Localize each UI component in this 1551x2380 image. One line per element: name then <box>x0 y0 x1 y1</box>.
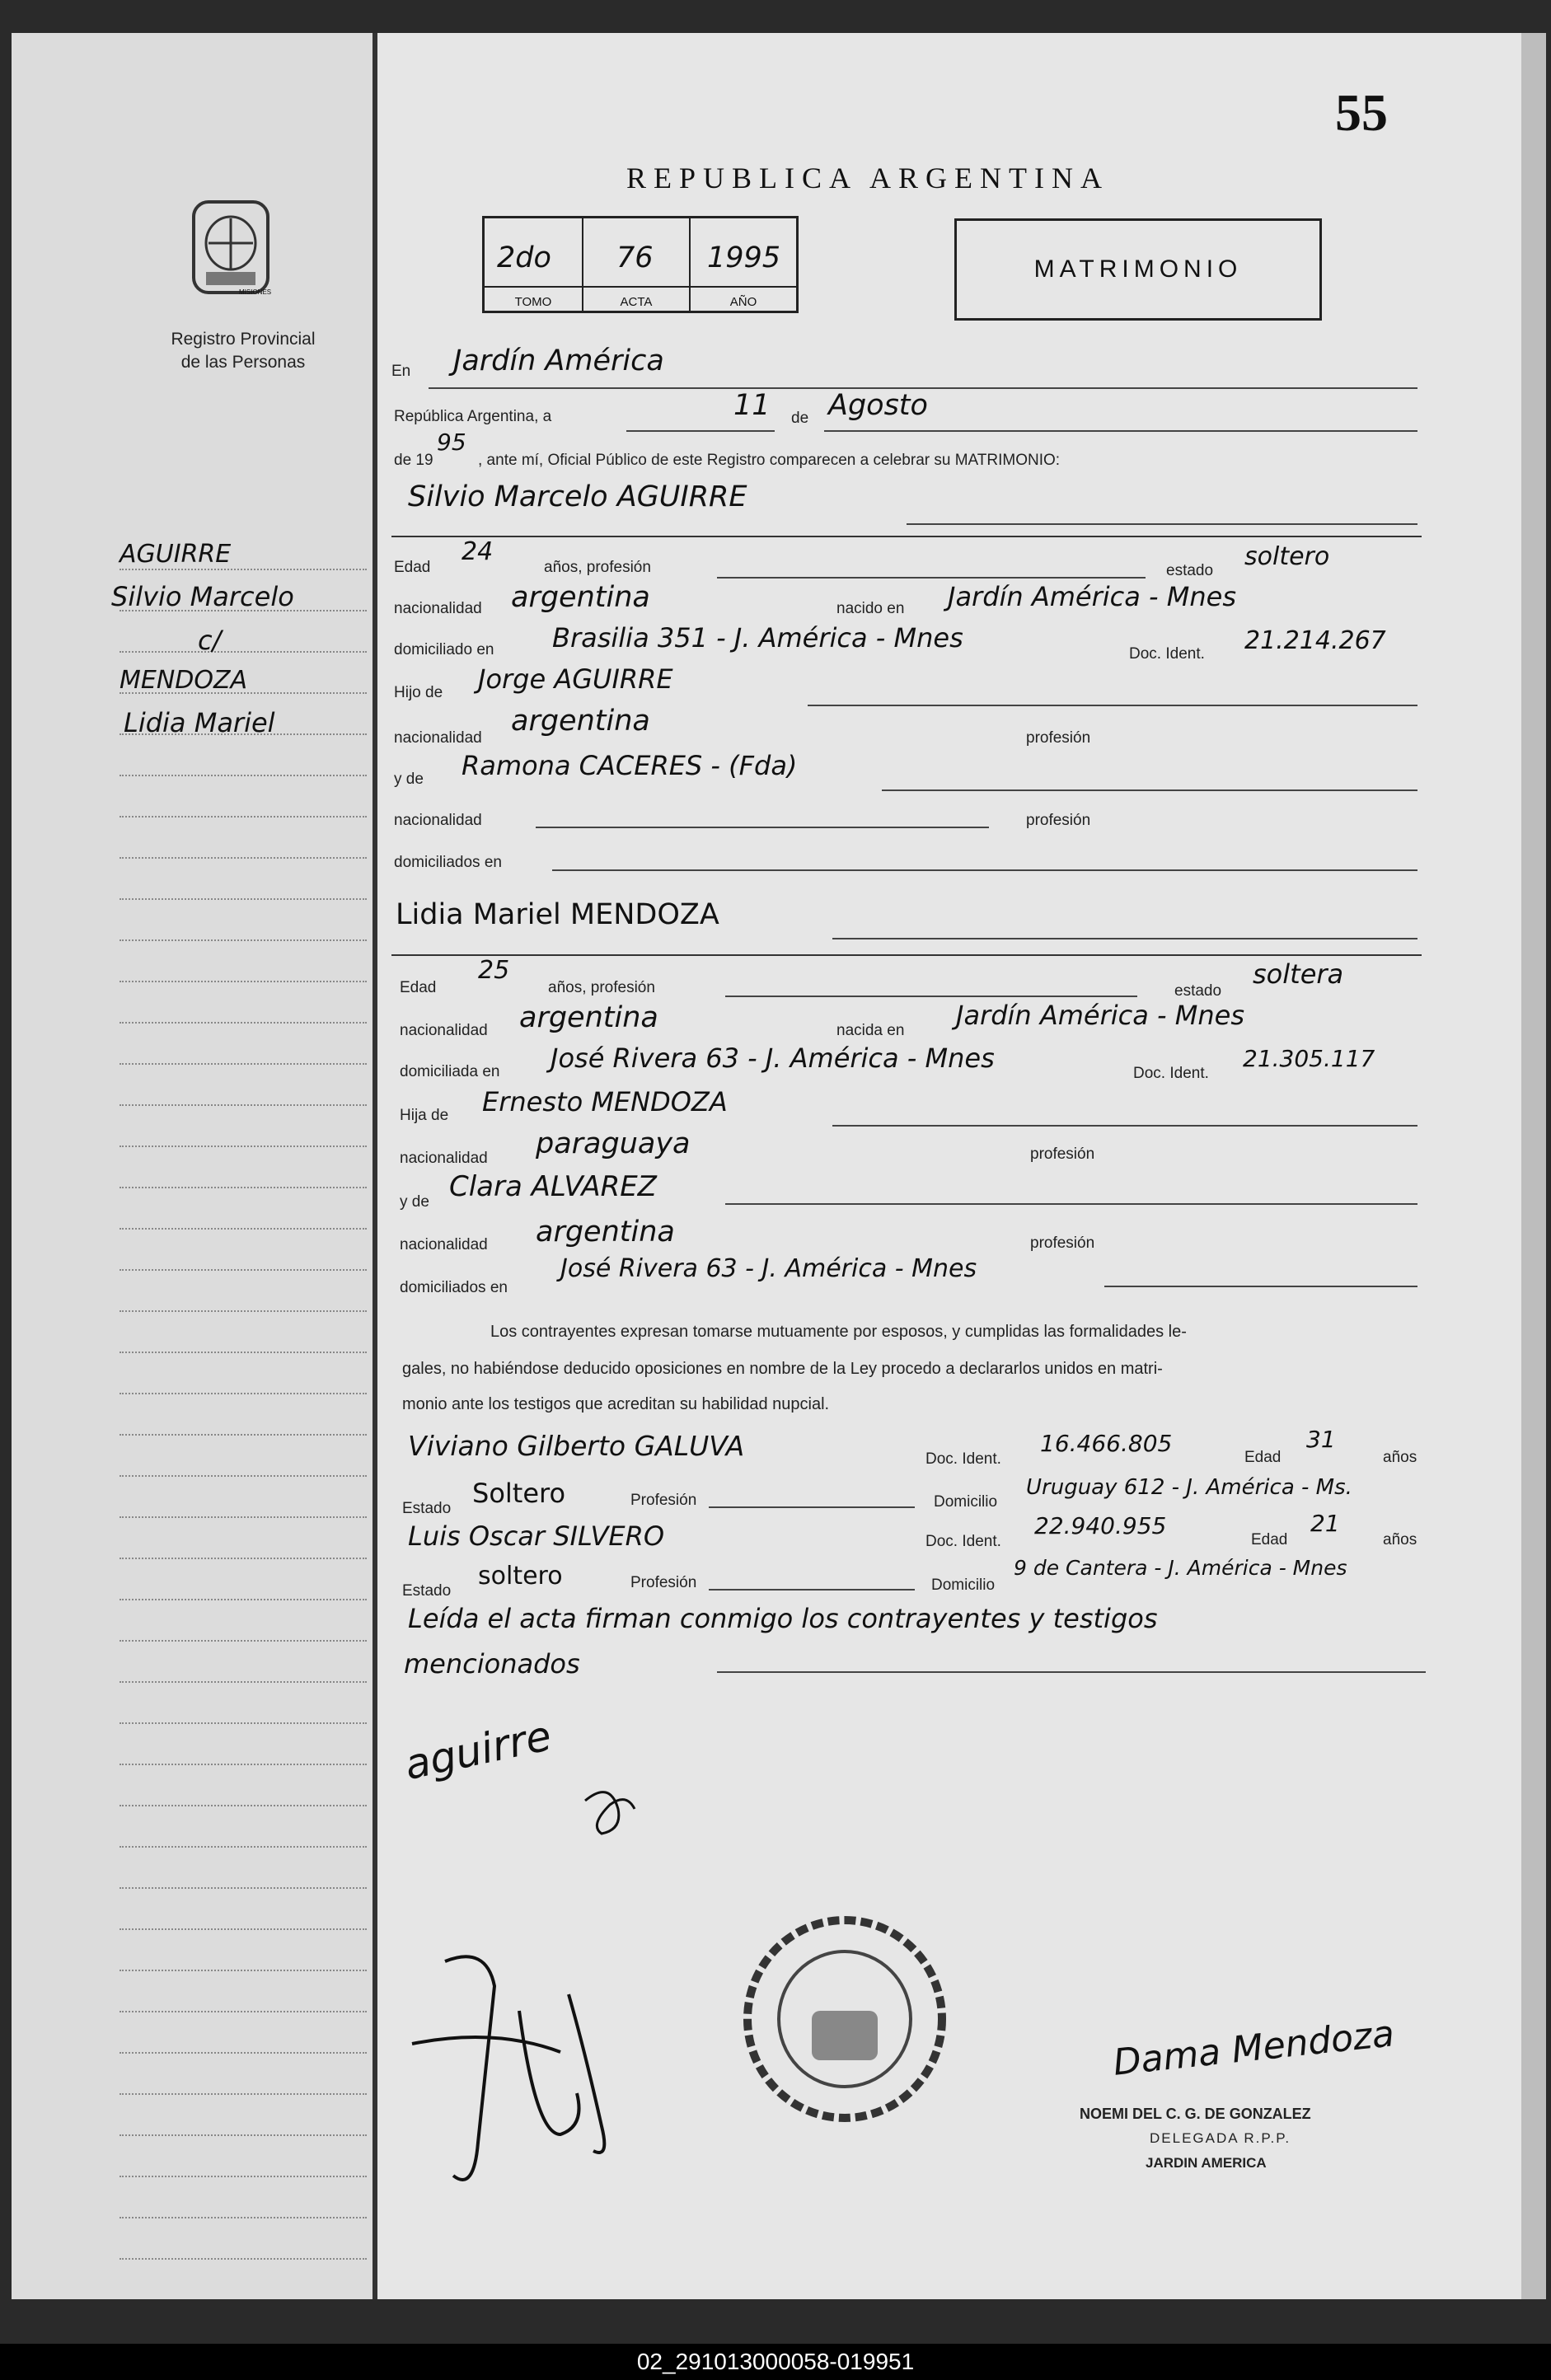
republic-label: República Argentina, a <box>394 408 552 425</box>
officer-signature: Dama Mendoza <box>1111 2012 1397 2084</box>
margin-rule-line <box>119 775 367 776</box>
witness2-prof-label: Profesión <box>630 1574 697 1591</box>
margin-rule-line <box>119 1764 367 1765</box>
margin-rule-line <box>119 2052 367 2054</box>
margin-rule-line <box>119 1887 367 1889</box>
groom-prof-label: años, profesión <box>544 559 651 576</box>
margin-rule-line <box>119 1022 367 1024</box>
margin-rule-line <box>119 2093 367 2095</box>
witness1-estado: Soltero <box>472 1478 566 1509</box>
closing-line1: Leída el acta firman conmigo los contrayentes y testigos <box>408 1603 1158 1634</box>
ano-label: AÑO <box>729 295 757 309</box>
margin-rule-line <box>119 1846 367 1848</box>
witness1-estado-label: Estado <box>402 1500 452 1517</box>
groom-edad-label: Edad <box>394 559 431 576</box>
groom-mother-nac-label: nacionalidad <box>394 812 482 829</box>
bride-domicilio: José Rivera 63 - J. América - Mnes <box>551 1042 995 1074</box>
witness1-domicilio: Uruguay 612 - J. América - Ms. <box>1026 1475 1352 1500</box>
margin-rule-line <box>119 1269 367 1271</box>
margin-rule-line <box>119 1516 367 1518</box>
margin-rule-line <box>119 1558 367 1559</box>
bride-nacida: Jardín América - Mnes <box>956 1000 1244 1031</box>
groom-nacido: Jardín América - Mnes <box>948 581 1236 612</box>
seal-text: MISIONES <box>239 288 272 296</box>
groom-doc-label: Doc. Ident. <box>1129 645 1205 663</box>
margin-rule-line <box>119 2258 367 2260</box>
bride-age: 25 <box>478 956 510 985</box>
groom-signature: aguirre <box>400 1711 555 1790</box>
margin-rule-line <box>119 1104 367 1106</box>
margin-note-name1: Silvio Marcelo <box>111 581 294 612</box>
place-value: Jardín América <box>453 344 664 377</box>
margin-rule-line <box>119 569 367 570</box>
groom-father: Jorge AGUIRRE <box>478 663 673 695</box>
footer-code: 02_291013000058-019951 <box>636 2349 915 2374</box>
margin-note-surname1: AGUIRRE <box>119 540 232 569</box>
margin-rule-line <box>119 1599 367 1600</box>
year-prefix: de 19 <box>394 452 433 469</box>
bride-nac-label: nacionalidad <box>400 1022 488 1039</box>
acta-label: ACTA <box>620 295 653 309</box>
bride-mother-nac: argentina <box>536 1216 675 1249</box>
margin-rule-line <box>119 1928 367 1930</box>
witness2-domicilio: 9 de Cantera - J. América - Mnes <box>1014 1556 1347 1580</box>
witness2-estado: soltero <box>478 1562 563 1591</box>
witness1-doc-label: Doc. Ident. <box>925 1450 1001 1468</box>
margin-rule-line <box>119 1805 367 1806</box>
act-number-box <box>482 216 799 313</box>
declaration-line3: monio ante los testigos que acreditan su habilidad nupcial. <box>402 1395 830 1413</box>
declaration-line2: gales, no habiéndose deducido oposiciones en nombre de la Ley procedo a declararlos unidos en matri- <box>402 1360 1163 1378</box>
witness1-dom-label: Domicilio <box>934 1493 998 1511</box>
de-label: de <box>791 410 809 427</box>
margin-rule-line <box>119 1145 367 1147</box>
margin-rule-line <box>119 857 367 859</box>
bride-father: Ernesto MENDOZA <box>482 1086 728 1117</box>
ano-value: 1995 <box>707 241 781 274</box>
groom-nac-label: nacionalidad <box>394 600 482 617</box>
witness2-name: Luis Oscar SILVERO <box>408 1520 665 1552</box>
bride-father-nac-label: nacionalidad <box>400 1150 488 1167</box>
intro-text: , ante mí, Oficial Público de este Registro comparecen a celebrar su MATRIMONIO: <box>478 452 1061 469</box>
bride-domiciliados-label: domiciliados en <box>400 1279 508 1296</box>
country-title: REPUBLICA ARGENTINA <box>626 162 1110 194</box>
stamp-line1: NOEMI DEL C. G. DE GONZALEZ <box>1080 2106 1311 2122</box>
bride-nacionalidad: argentina <box>519 1001 658 1034</box>
witness1-prof-label: Profesión <box>630 1492 697 1509</box>
month-value: Agosto <box>828 389 928 422</box>
bride-estado: soltera <box>1253 958 1344 990</box>
groom-nacionalidad: argentina <box>511 581 650 614</box>
groom-estado: soltero <box>1244 542 1330 571</box>
page-edge <box>1521 33 1546 2299</box>
margin-rule-line <box>119 2011 367 2012</box>
bride-prof-label: años, profesión <box>548 979 655 996</box>
record-type-box <box>954 218 1322 321</box>
witness2-anos-label: años <box>1383 1531 1417 1548</box>
margin-rule-line <box>119 1393 367 1394</box>
margin-page <box>12 33 374 2299</box>
margin-rule-line <box>119 816 367 818</box>
closing-line2: mencionados <box>404 1648 580 1680</box>
en-label: En <box>391 363 411 380</box>
groom-nacido-label: nacido en <box>836 600 905 617</box>
margin-note-surname2: MENDOZA <box>119 666 248 695</box>
stamp-line3: JARDIN AMERICA <box>1146 2155 1267 2171</box>
margin-rule-line <box>119 981 367 982</box>
bride-doc-label: Doc. Ident. <box>1133 1065 1209 1082</box>
groom-doc: 21.214.267 <box>1244 626 1386 655</box>
witness2-doc: 22.940.955 <box>1034 1512 1167 1539</box>
page-number: 55 <box>1335 83 1388 142</box>
margin-rule-line <box>119 651 367 653</box>
groom-domiciliados-label: domiciliados en <box>394 854 502 871</box>
groom-name: Silvio Marcelo AGUIRRE <box>408 480 747 513</box>
groom-father-nac: argentina <box>511 705 650 738</box>
book-spine <box>373 33 377 2299</box>
margin-rule-line <box>119 1681 367 1683</box>
witness1-age: 31 <box>1306 1426 1336 1453</box>
acta-value: 76 <box>616 241 654 274</box>
margin-rule-line <box>119 1970 367 1971</box>
margin-rule-line <box>119 898 367 900</box>
official-stamp-icon <box>738 1912 952 2126</box>
year-suffix: 95 <box>437 429 466 456</box>
witness2-age: 21 <box>1310 1510 1340 1537</box>
witness1-anos-label: años <box>1383 1449 1417 1466</box>
bride-hija-label: Hija de <box>400 1107 449 1124</box>
stamp-line2: DELEGADA R.P.P. <box>1150 2130 1291 2146</box>
witness1-name: Viviano Gilberto GALUVA <box>408 1430 745 1462</box>
groom-mother-prof-label: profesión <box>1026 812 1091 829</box>
tomo-label: TOMO <box>514 295 552 309</box>
witness1-edad-label: Edad <box>1244 1449 1282 1466</box>
groom-age: 24 <box>462 537 494 566</box>
margin-rule-line <box>119 2134 367 2136</box>
witness2-estado-label: Estado <box>402 1582 452 1600</box>
margin-note-connector: c/ <box>198 625 222 656</box>
groom-mother: Ramona CACERES - (Fda) <box>462 750 798 781</box>
bride-name: Lidia Mariel MENDOZA <box>396 898 719 931</box>
bride-mother-prof-label: profesión <box>1030 1235 1095 1252</box>
bride-domiciliados: José Rivera 63 - J. América - Mnes <box>560 1254 977 1283</box>
groom-domicilio: Brasilia 351 - J. América - Mnes <box>552 622 963 654</box>
registry-line2: de las Personas <box>180 353 306 372</box>
margin-note-name2: Lidia Mariel <box>124 707 275 738</box>
margin-rule-line <box>119 1722 367 1724</box>
bride-yde-label: y de <box>400 1193 429 1211</box>
bride-father-prof-label: profesión <box>1030 1145 1095 1163</box>
margin-rule-line <box>119 1187 367 1188</box>
witness2-edad-label: Edad <box>1251 1531 1288 1548</box>
margin-rule-line <box>119 1310 367 1312</box>
groom-father-nac-label: nacionalidad <box>394 729 482 747</box>
registry-line1: Registro Provincial <box>171 330 316 349</box>
groom-father-prof-label: profesión <box>1026 729 1091 747</box>
record-type: MATRIMONIO <box>1033 255 1243 283</box>
margin-rule-line <box>119 1352 367 1353</box>
margin-rule-line <box>119 1063 367 1065</box>
bride-father-nac: paraguaya <box>536 1127 691 1160</box>
groom-hijo-label: Hijo de <box>394 684 443 701</box>
bride-estado-label: estado <box>1174 982 1222 1000</box>
margin-rule-line <box>119 1475 367 1477</box>
groom-estado-label: estado <box>1166 562 1214 579</box>
signature-mark-icon <box>577 1776 651 1842</box>
margin-rule-line <box>119 1228 367 1230</box>
declaration-line1: Los contrayentes expresan tomarse mutuamente por esposos, y cumplidas las formalidades le- <box>490 1323 1187 1341</box>
margin-rule-line <box>119 2176 367 2177</box>
groom-dom-label: domiciliado en <box>394 641 494 658</box>
margin-rule-line <box>119 1434 367 1436</box>
bride-dom-label: domiciliada en <box>400 1063 500 1080</box>
bride-edad-label: Edad <box>400 979 437 996</box>
witness2-dom-label: Domicilio <box>931 1577 996 1594</box>
tomo-value: 2do <box>497 241 551 274</box>
bride-mother-nac-label: nacionalidad <box>400 1236 488 1253</box>
margin-rule-line <box>119 2217 367 2218</box>
bride-doc: 21.305.117 <box>1243 1045 1375 1072</box>
bride-nacida-label: nacida en <box>836 1022 905 1039</box>
witness1-doc: 16.466.805 <box>1040 1430 1173 1457</box>
margin-rule-line <box>119 1640 367 1642</box>
bride-mother: Clara ALVAREZ <box>449 1170 657 1203</box>
witness2-doc-label: Doc. Ident. <box>925 1533 1001 1550</box>
groom-yde-label: y de <box>394 771 424 788</box>
margin-rule-line <box>119 939 367 941</box>
day-value: 11 <box>733 389 771 422</box>
